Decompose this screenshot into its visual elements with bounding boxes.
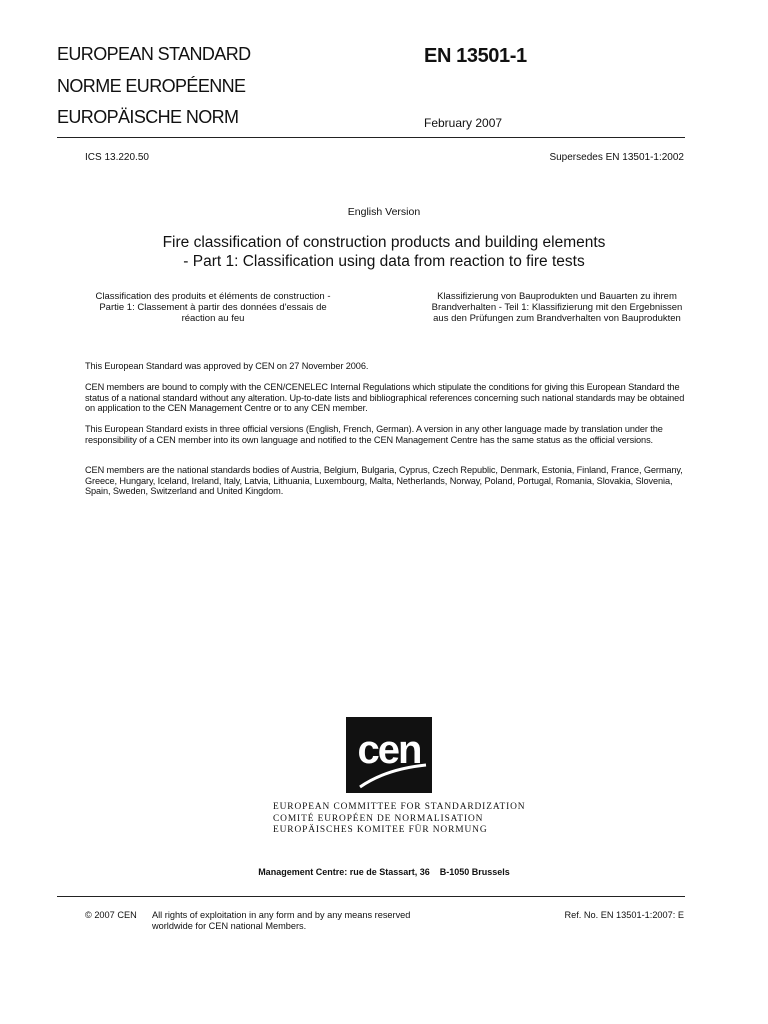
publication-date: February 2007 — [424, 116, 503, 130]
compliance-paragraph: CEN members are bound to comply with the CEN/CENELEC Internal Regulations which stipulate the conditions for giving this European Standard the status of a national standard without any alteration. Up-to-date lists and bibliographical references concerning such national standards may be obtained on application to the CEN Management Centre or to any CEN member. — [85, 382, 685, 414]
cen-name-de: EUROPÄISCHES KOMITEE FÜR NORMUNG — [273, 825, 488, 835]
reference-number: Ref. No. EN 13501-1:2007: E — [564, 910, 684, 920]
rights-statement — [152, 910, 410, 932]
members-paragraph: CEN members are the national standards bodies of Austria, Belgium, Bulgaria, Cyprus, Czech Republic, Denmark, Estonia, Finland, France, Germany, Greece, Hungary, Iceland, Ireland, Italy, Latvia, Lithuania, Luxembourg, Malta, Netherlands, Norway, Poland, Portugal, Romania, Slovakia, Slovenia, Spain, Sweden, Switzerland and United Kingdom. — [85, 465, 683, 497]
cen-logo-text: cen — [357, 728, 421, 772]
document-title-line-2: - Part 1: Classification using data from reaction to fire tests — [183, 253, 585, 270]
versions-paragraph: This European Standard exists in three official versions (English, French, German). A version in any other language made by translation under the responsibility of a CEN member into its own language and notified to the CEN Management Centre has the same status as the official versions. — [85, 424, 663, 445]
cen-logo — [346, 717, 432, 793]
german-title: Klassifizierung von Bauprodukten und Bauarten zu ihrem Brandverhalten - Teil 1: Klassifizierung mit den Ergebnissen aus den Prüfungen zum Brandverhalten von Bauprodukten — [431, 291, 683, 324]
rights-line-2: worldwide for CEN national Members. — [152, 921, 307, 931]
approval-paragraph: This European Standard was approved by CEN on 27 November 2006. — [85, 361, 369, 371]
ics-code: ICS 13.220.50 — [85, 152, 149, 163]
document-title-line-1: Fire classification of construction products and building elements — [162, 234, 606, 251]
footer-divider — [57, 896, 685, 897]
standard-title-en: EUROPEAN STANDARD — [57, 44, 251, 64]
cen-name-fr: COMITÉ EUROPÉEN DE NORMALISATION — [273, 813, 484, 824]
french-title: Classification des produits et éléments de construction - Partie 1: Classement à partir des données d'essais de réaction au feu — [95, 291, 331, 324]
cen-name-en: EUROPEAN COMMITTEE FOR STANDARDIZATION — [273, 802, 526, 812]
document-number: EN 13501-1 — [424, 45, 527, 67]
rights-line-1: All rights of exploitation in any form and by any means reserved — [152, 910, 411, 920]
document-title — [60, 233, 708, 271]
cen-logo-graphic — [346, 717, 432, 793]
cen-names — [273, 802, 526, 837]
management-centre-address: Management Centre: rue de Stassart, 36 B-1050 Brussels — [258, 867, 510, 877]
copyright: © 2007 CEN — [85, 910, 137, 920]
standard-title-fr: NORME EUROPÉENNE — [57, 76, 246, 96]
version-label: English Version — [347, 206, 421, 218]
header-divider — [57, 137, 685, 138]
supersedes-note: Supersedes EN 13501-1:2002 — [549, 152, 684, 163]
standard-title-de: EUROPÄISCHE NORM — [57, 107, 239, 127]
